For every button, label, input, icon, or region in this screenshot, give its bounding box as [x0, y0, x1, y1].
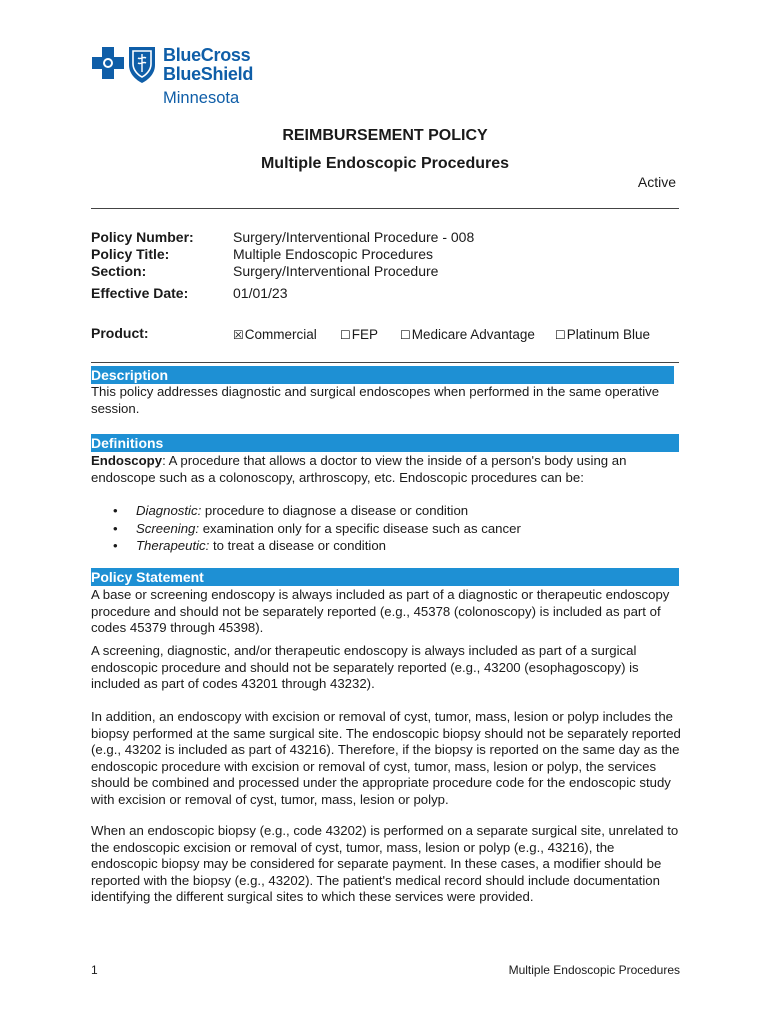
status-label: Active — [637, 174, 676, 190]
bullet-text: examination only for a specific disease such as cancer — [199, 520, 521, 536]
cross-shield-icon — [91, 45, 159, 85]
bullet-term: Therapeutic: — [136, 538, 210, 553]
policy-title-label: Policy Title: — [91, 246, 170, 262]
definitions-list — [113, 502, 673, 555]
document-title: REIMBURSEMENT POLICY — [282, 127, 488, 144]
checkbox-unchecked-icon: ☐ — [400, 328, 411, 342]
checkbox-unchecked-icon: ☐ — [340, 328, 351, 342]
divider — [91, 208, 679, 209]
effective-date-label: Effective Date: — [91, 285, 189, 301]
bullet-term: Screening: — [136, 520, 200, 536]
bullet-text: to treat a disease or condition — [209, 538, 386, 553]
bullet-text: procedure to diagnose a disease or condition — [201, 503, 469, 518]
bullet-icon: • — [113, 503, 118, 518]
policy-paragraph: When an endoscopic biopsy (e.g., code 43202) is performed on a separate surgical site, unrelated to the endoscopic excision or removal of cyst, tumor, mass, lesion or polyp (e.g., 43216), the endoscopic biopsy may be considered for separate payment. In these cases, a modifier should be reported with the biopsy (e.g., 43202). The patient's medical record should include documentation identifying the different surgical sites to which these services were provided. — [91, 823, 679, 905]
list-item — [113, 537, 673, 555]
section-header-policy-statement — [91, 568, 679, 586]
section-label: Section: — [91, 263, 147, 279]
logo-text-bluecross: BlueCross — [163, 45, 251, 65]
product-fep — [340, 327, 378, 342]
policy-title-value: Multiple Endoscopic Procedures — [233, 246, 433, 262]
product-medicare-advantage — [400, 327, 535, 342]
product-platinum-blue-label: Platinum Blue — [566, 327, 651, 342]
section-header-text: Policy Statement — [91, 569, 204, 585]
footer-document-title: Multiple Endoscopic Procedures — [508, 963, 680, 977]
product-commercial-label: Commercial — [244, 327, 317, 342]
policy-number-label: Policy Number: — [91, 229, 194, 245]
logo-text-minnesota: Minnesota — [163, 89, 240, 107]
product-medicare-advantage-label: Medicare Advantage — [411, 327, 535, 342]
bullet-term: Diagnostic: — [136, 503, 202, 518]
policy-paragraph: A base or screening endoscopy is always included as part of a diagnostic or therapeutic endoscopy procedure and should not be separately reported (e.g., 45378 (colonoscopy) is included as part of codes 45379 through 45398). — [91, 587, 670, 636]
policy-number-value: Surgery/Interventional Procedure - 008 — [233, 229, 475, 245]
list-item — [113, 520, 673, 538]
description-text: This policy addresses diagnostic and surgical endoscopes when performed in the same operative session. — [91, 384, 660, 416]
section-header-definitions — [91, 434, 679, 452]
product-platinum-blue — [555, 327, 650, 342]
checkbox-checked-icon: ☒ — [233, 328, 244, 342]
definition-body: : A procedure that allows a doctor to view the inside of a person's body using an endoscope such as a colonoscopy, arthroscopy, etc. Endoscopic procedures can be: — [91, 453, 627, 485]
effective-date-value: 01/01/23 — [233, 285, 288, 301]
section-value: Surgery/Interventional Procedure — [233, 263, 439, 279]
definition-term: Endoscopy — [91, 453, 163, 468]
policy-paragraph: A screening, diagnostic, and/or therapeutic endoscopy is always included as part of a surgical endoscopic procedure and should not be separately reported (e.g., 43200 (esophagoscopy) is included as part of codes 43201 through 43232). — [91, 643, 639, 692]
section-header-description — [91, 366, 674, 384]
list-item — [113, 502, 673, 520]
bcbs-logo — [91, 45, 271, 107]
checkbox-unchecked-icon: ☐ — [555, 328, 566, 342]
footer-page-number: 1 — [91, 963, 98, 977]
definitions-text — [91, 453, 681, 486]
bullet-icon: • — [113, 538, 118, 553]
document-subtitle: Multiple Endoscopic Procedures — [260, 155, 510, 172]
bullet-icon: • — [113, 520, 118, 536]
section-header-text: Definitions — [91, 435, 164, 451]
logo-text-blueshield: BlueShield — [163, 64, 254, 84]
section-header-text: Description — [91, 367, 169, 383]
divider — [91, 362, 679, 363]
product-label: Product: — [91, 325, 149, 341]
product-fep-label: FEP — [351, 327, 379, 342]
product-commercial — [233, 327, 317, 342]
policy-paragraph: In addition, an endoscopy with excision or removal of cyst, tumor, mass, lesion or polyp includes the biopsy performed at the same surgical site. The endoscopic biopsy should not be separately reported (e.g., 43202 is included as part of 43216). Therefore, if the biopsy is reported on the same day as the endoscopic procedure with excision or removal of cyst, tumor, mass, lesion or polyp, the services should be combined and processed under the appropriate procedure code for the endoscopic study with excision or removal of cyst, tumor, mass, lesion or polyp. — [91, 709, 681, 807]
